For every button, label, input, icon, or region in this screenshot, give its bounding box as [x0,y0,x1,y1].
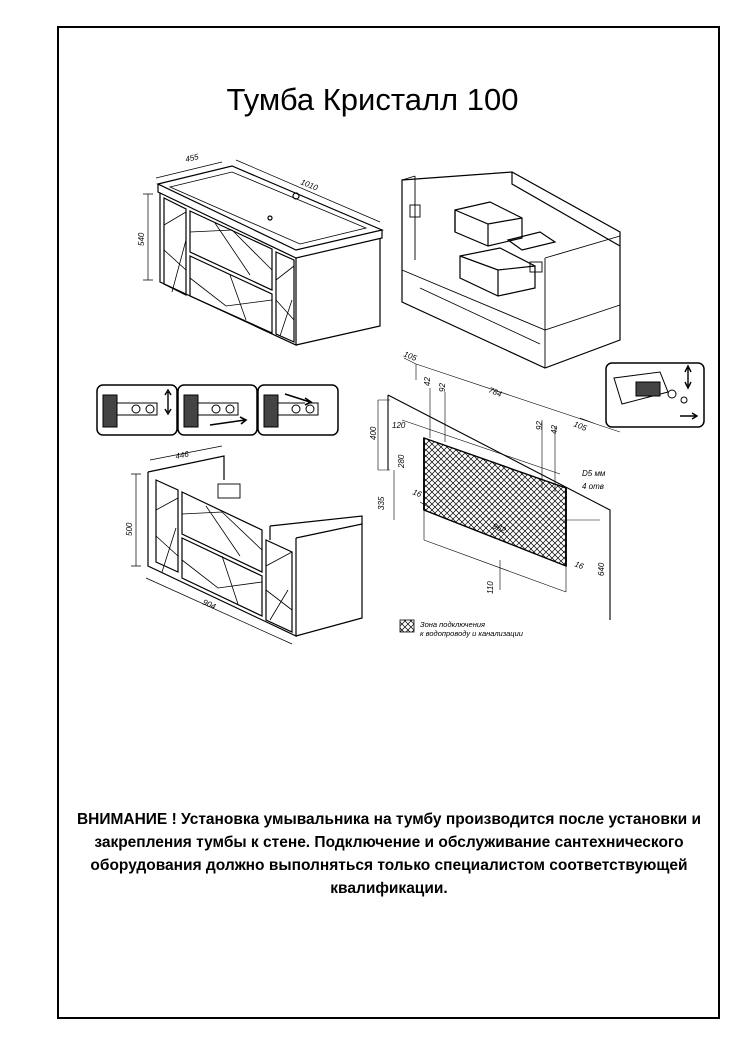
dim-width-lower: 904 [201,597,218,612]
vanity-lower-view [131,446,362,644]
zone-legend-line1: Зона подключения [420,620,486,629]
connection-zone-hatch [424,438,566,566]
hinge-mechanisms [103,366,697,427]
hole-diameter-label: D5 мм [582,469,606,478]
installation-warning: ВНИМАНИЕ ! Установка умывальника на тумбу производится после установки и закрепления тумбы к стене. Подключение и обслуживание сантехнического оборудования должно выполняться только специалистом соответствующей квалификации. [76,811,702,897]
dim-height-lower: 500 [125,522,134,536]
dim-width-top: 1010 [299,177,320,193]
dim-42a: 42 [423,377,432,386]
dim-400: 400 [369,426,378,440]
dim-depth-lower: 446 [174,449,190,461]
dim-42b: 42 [550,425,559,434]
dim-right-offset: 105 [572,419,589,433]
dim-962: 962 [491,521,508,535]
dim-depth-top: 455 [184,152,200,164]
vanity-interior-view [402,172,620,368]
dim-92b: 92 [535,421,544,430]
vanity-with-basin-view [143,160,382,345]
zone-legend-swatch [400,620,414,632]
dim-120: 120 [392,421,406,430]
dim-280: 280 [397,454,406,468]
dim-16a: 16 [411,487,423,500]
zone-legend-line2: к водопроводу и канализации [420,629,523,638]
dim-left-offset: 105 [402,349,419,363]
dim-height-top: 540 [137,232,146,246]
dim-640: 640 [597,562,606,576]
dim-110: 110 [486,581,495,594]
dim-92a: 92 [438,383,447,392]
dim-335: 335 [377,496,386,510]
hole-count-label: 4 отв [582,482,604,491]
dim-784: 784 [487,385,504,399]
page-title: Тумба Кристалл 100 [226,82,519,117]
dim-16b: 16 [573,559,585,572]
